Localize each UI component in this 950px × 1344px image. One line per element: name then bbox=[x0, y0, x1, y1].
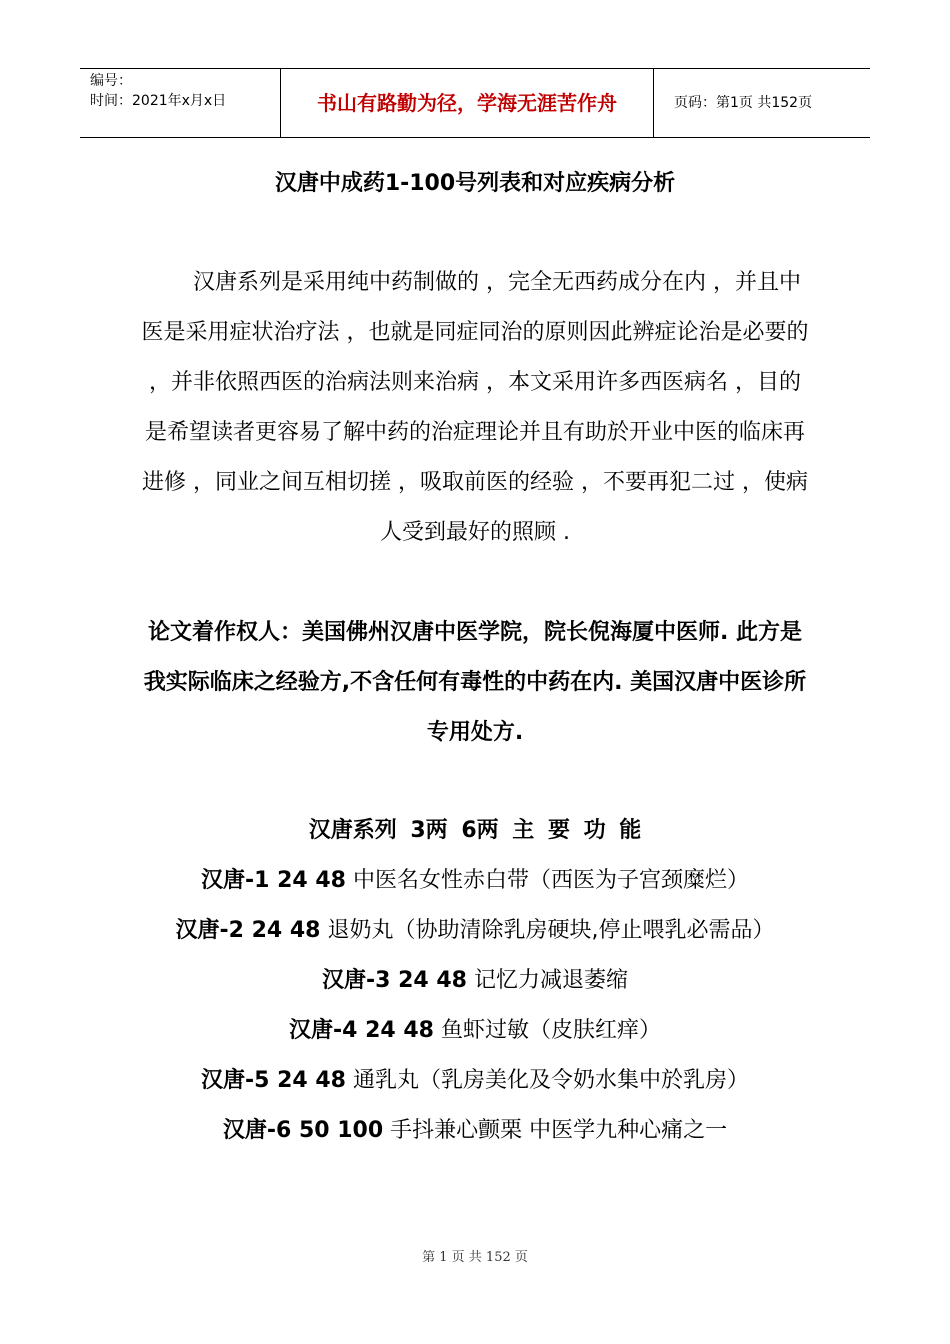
item-desc: 退奶丸（协助清除乳房硬块,停止喂乳必需品） bbox=[320, 918, 775, 943]
list-header: 汉唐系列 3两 6两 主 要 功 能 bbox=[308, 818, 642, 843]
list-item bbox=[140, 856, 810, 906]
page-header bbox=[80, 68, 870, 138]
header-page-info bbox=[664, 69, 870, 137]
list-item bbox=[140, 1006, 810, 1056]
intro-paragraph bbox=[140, 258, 810, 558]
item-code: 汉唐-1 24 48 bbox=[201, 868, 346, 893]
item-desc: 中医名女性赤白带（西医为子宫颈糜烂） bbox=[346, 868, 749, 893]
header-meta-cell bbox=[80, 69, 281, 137]
item-code: 汉唐-3 24 48 bbox=[322, 968, 467, 993]
page-info-text: 页码：第1页 共152页 bbox=[674, 95, 813, 111]
item-code: 汉唐-2 24 48 bbox=[175, 918, 321, 943]
intro-text: 汉唐系列是采用纯中药制做的 ，完全无西药成分在内 ，并且中医是采用症状治疗法 ，也就是同症同治的原则因此辨症论治是必要的 ，并非依照西医的治病法则来治病 ，本文采用许多西医病名 ，目的是希望读者更容易了解中药的治症理论并且有助於开业中医的临床再进修 ，同业之间互相切搓 ，吸取前医的经验 ，不要再犯二过 ，使病人受到最好的照顾 . bbox=[141, 270, 809, 545]
date-label: 时间：2021年x月x日 bbox=[90, 93, 227, 109]
number-label: 编号： bbox=[90, 73, 132, 89]
medicine-list bbox=[140, 806, 810, 1156]
list-item bbox=[140, 956, 810, 1006]
item-desc: 通乳丸（乳房美化及令奶水集中於乳房） bbox=[346, 1068, 749, 1093]
list-item bbox=[140, 1056, 810, 1106]
list-item bbox=[140, 1106, 810, 1156]
list-item bbox=[140, 906, 810, 956]
item-desc: 记忆力减退萎缩 bbox=[467, 968, 628, 993]
item-code: 汉唐-6 50 100 bbox=[222, 1118, 384, 1143]
item-code: 汉唐-5 24 48 bbox=[201, 1068, 346, 1093]
item-code: 汉唐-4 24 48 bbox=[289, 1018, 434, 1043]
author-paragraph: 论文着作权人：美国佛州汉唐中医学院，院长倪海厦中医师. 此方是我实际临床之经验方,不含任何有毒性的中药在内. 美国汉唐中医诊所专用处方. bbox=[143, 620, 807, 745]
page-footer: 第 1 页 共 152 页 bbox=[422, 1250, 528, 1265]
item-desc: 鱼虾过敏（皮肤红痒） bbox=[434, 1018, 661, 1043]
header-motto: 书山有路勤为径，学海无涯苦作舟 bbox=[281, 69, 654, 137]
item-desc: 手抖兼心颤栗 中医学九种心痛之一 bbox=[383, 1118, 728, 1143]
document-title: 汉唐中成药1-100号列表和对应疾病分析 bbox=[274, 171, 676, 196]
